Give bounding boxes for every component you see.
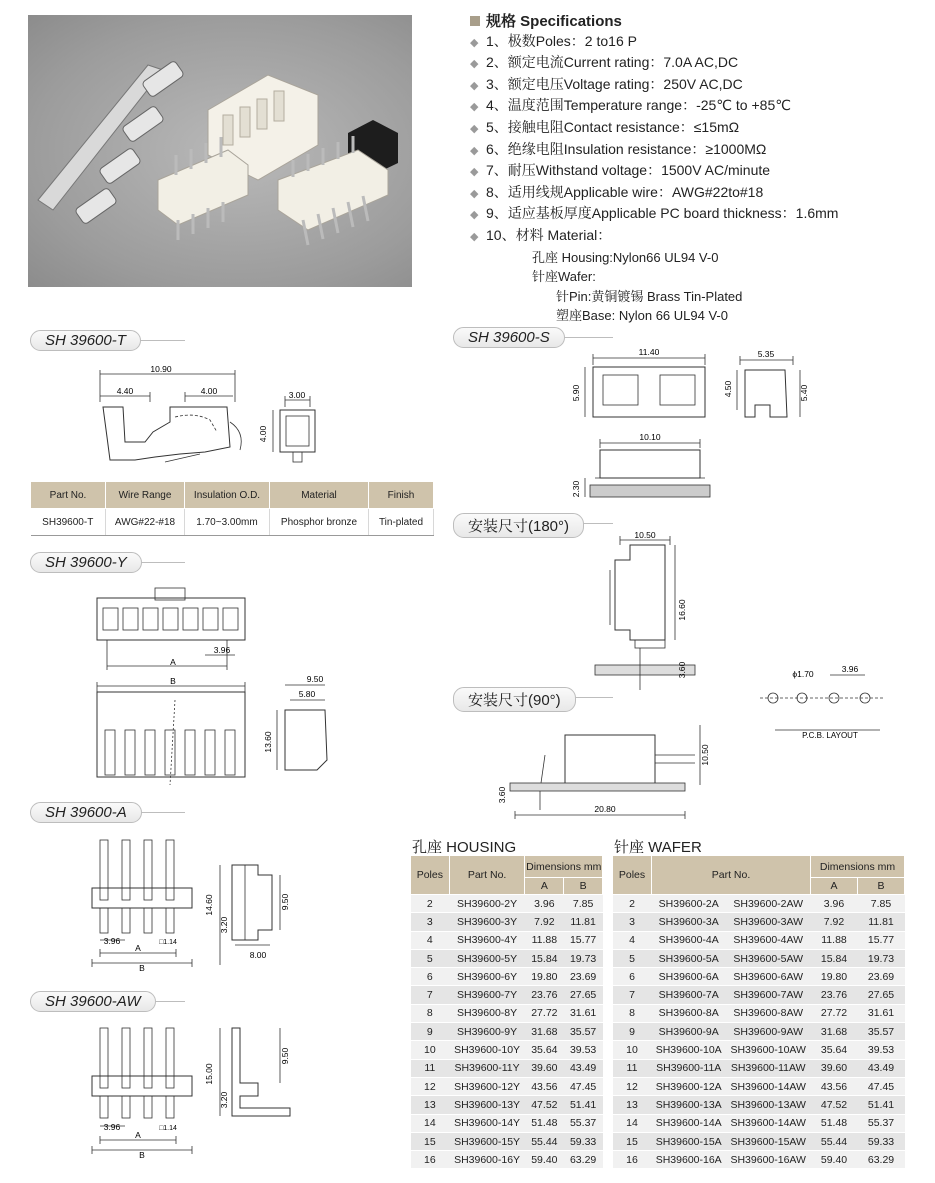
section-tag-s: SH 39600-S: [453, 327, 565, 348]
table-cell: SH39600-14AW: [726, 1077, 811, 1095]
table-row: [411, 895, 603, 913]
table-cell: SH39600-8Y: [449, 1004, 525, 1022]
table-cell: 7: [613, 986, 652, 1004]
dim-text: 4.50: [723, 380, 733, 398]
product-photo: [28, 15, 412, 287]
table-cell: 35.57: [564, 1023, 603, 1041]
table-cell: 35.64: [811, 1041, 858, 1059]
table-header: Part No.: [31, 482, 106, 509]
table-row: SH39600-T AWG#22-#18 1.70~3.00mm Phosphor bronze Tin-plated: [31, 509, 434, 536]
dim-text: 10.50: [700, 744, 710, 766]
table-cell: SH39600-5Y: [449, 949, 525, 967]
spec-line: ◆ 6、绝缘电阻Insulation resistance：≥1000MΩ: [470, 140, 910, 162]
dim-text: 13.60: [263, 731, 273, 753]
table-cell: 11.81: [858, 913, 905, 931]
table-cell: SH39600-9Y: [449, 1023, 525, 1041]
table-row: [613, 1059, 905, 1077]
table-cell: SH39600-13AW: [726, 1096, 811, 1114]
drawing-s: [565, 345, 825, 505]
square-bullet-icon: [470, 16, 480, 26]
dim-text: 3.20: [219, 916, 229, 934]
table-cell: 31.61: [564, 1004, 603, 1022]
dim-text: 5.35: [757, 349, 775, 359]
table-cell: 7.85: [858, 895, 905, 913]
housing-title: 孔座 HOUSING: [412, 839, 517, 856]
dim-text: 14.60: [204, 894, 214, 916]
table-cell: 15.84: [525, 949, 564, 967]
drawing-t: [95, 362, 335, 472]
table-cell: 10: [411, 1041, 450, 1059]
dim-text: 9.50: [306, 674, 324, 684]
table-cell: 7: [411, 986, 450, 1004]
drawing-pcb-layout: [755, 660, 895, 745]
table-cell: 5: [411, 949, 450, 967]
diamond-bullet-icon: ◆: [470, 58, 479, 71]
table-cell: 35.64: [525, 1041, 564, 1059]
table-row: [411, 986, 603, 1004]
specifications: [470, 12, 910, 326]
table-cell: 59.40: [525, 1151, 564, 1169]
drawing-y: [85, 580, 375, 790]
table-cell: SH39600-8AW: [726, 1004, 811, 1022]
table-cell: 23.69: [564, 968, 603, 986]
table-cell: SH39600-15A: [652, 1132, 726, 1150]
table-cell: SH39600-16Y: [449, 1151, 525, 1169]
table-cell: 63.29: [858, 1151, 905, 1169]
table-cell: 7.92: [525, 913, 564, 931]
dim-text: 10.10: [639, 432, 661, 442]
table-row: [613, 949, 905, 967]
table-cell: SH39600-3A: [652, 913, 726, 931]
table-row: [613, 1004, 905, 1022]
table-cell: 6: [411, 968, 450, 986]
table-cell: SH39600-5A: [652, 949, 726, 967]
terminal-table: [30, 481, 434, 536]
table-cell: 5: [613, 949, 652, 967]
dim-text: 11.40: [638, 347, 660, 357]
table-cell: SH39600-13A: [652, 1096, 726, 1114]
table-cell: SH39600-4Y: [449, 931, 525, 949]
table-cell: 8: [613, 1004, 652, 1022]
table-cell: 13: [411, 1096, 450, 1114]
table-cell: 19.73: [564, 949, 603, 967]
table-cell: 11: [411, 1059, 450, 1077]
table-cell: SH39600-4AW: [726, 931, 811, 949]
table-row: [411, 931, 603, 949]
dim-text: 9.50: [280, 893, 290, 911]
table-row: [613, 1023, 905, 1041]
table-cell: SH39600-9A: [652, 1023, 726, 1041]
wafer-title: 针座 WAFER: [614, 839, 702, 856]
table-cell: 10: [613, 1041, 652, 1059]
drawing-install-90: [495, 715, 715, 825]
table-cell: 55.44: [811, 1132, 858, 1150]
table-cell: 47.52: [811, 1096, 858, 1114]
table-cell: 31.61: [858, 1004, 905, 1022]
table-cell: 27.72: [811, 1004, 858, 1022]
table-cell: SH39600-15Y: [449, 1132, 525, 1150]
table-cell: 39.53: [564, 1041, 603, 1059]
table-cell: 47.52: [525, 1096, 564, 1114]
table-cell: 39.53: [858, 1041, 905, 1059]
table-cell: 43.49: [564, 1059, 603, 1077]
table-cell: 43.49: [858, 1059, 905, 1077]
dim-text: 4.00: [200, 386, 218, 396]
table-row: [613, 968, 905, 986]
table-cell: 23.69: [858, 968, 905, 986]
table-cell: SH39600-9AW: [726, 1023, 811, 1041]
diamond-bullet-icon: ◆: [470, 101, 479, 114]
dim-text: A: [135, 1130, 141, 1140]
table-cell: SH39600-15AW: [726, 1132, 811, 1150]
table-cell: 55.37: [564, 1114, 603, 1132]
table-cell: SH39600-11A: [652, 1059, 726, 1077]
wafer-table: Poles Part No. Dimensions mm A B 2 SH39600-2A SH39600-2AW 3.96 7.85 3 SH39600-3A SH39600-3AW 7.92 11.81 4 SH39600-4A SH39600-4AW 11.88 15.77 5 SH39600-5A SH39600-5AW 15.84 19.73 6 SH39600-6A SH39600-6AW 19.80 23.69 7 SH39600-7A SH39600-7AW 23.76 27.65 8 SH39600-8A SH39600-8AW 27.72 31.61 9 SH39600-9A SH39600-9AW 31.68 35.57 10 SH39600-10A SH39600-10AW 35.64 39.53 11 SH39600-11A SH39600-11AW 39.60 43.49 12 SH39600-12A SH39600-14AW 43.56 47.45 13 SH39600-13A SH39600-13AW 47.52 51.41 14 SH39600-14A SH39600-14AW 51.48 55.37 15 SH39600-15A SH39600-15AW 55.44 59.33 16 SH39600-16A SH39600-16AW 59.40 63.29: [612, 855, 905, 1169]
table-cell: SH39600-16AW: [726, 1151, 811, 1169]
dim-text: 3.60: [497, 786, 507, 804]
table-cell: 15: [613, 1132, 652, 1150]
dim-text: 16.60: [677, 599, 687, 621]
spec-line: ◆ 1、极数Poles：2 to16 P: [470, 32, 910, 54]
table-cell: 51.41: [858, 1096, 905, 1114]
table-cell: 59.40: [811, 1151, 858, 1169]
table-row: [613, 1077, 905, 1095]
section-tag-t: SH 39600-T: [30, 330, 141, 351]
table-row: [411, 1059, 603, 1077]
table-row: [411, 913, 603, 931]
drawing-install-180: [585, 530, 715, 695]
table-cell: 12: [411, 1077, 450, 1095]
table-cell: 12: [613, 1077, 652, 1095]
table-cell: 51.48: [525, 1114, 564, 1132]
dim-text: ϕ1.70: [792, 669, 814, 679]
table-cell: 19.73: [858, 949, 905, 967]
table-cell: 3.96: [525, 895, 564, 913]
table-cell: 55.37: [858, 1114, 905, 1132]
table-header: Insulation O.D.: [185, 482, 270, 509]
table-cell: 3: [411, 913, 450, 931]
table-cell: 11.88: [811, 931, 858, 949]
dim-text: B: [139, 963, 145, 973]
dim-text: A: [135, 943, 141, 953]
section-tag-y: SH 39600-Y: [30, 552, 142, 573]
table-cell: 51.41: [564, 1096, 603, 1114]
dim-text: □1.14: [159, 1125, 177, 1132]
dim-text: 3.60: [677, 661, 687, 679]
dim-text: 10.50: [634, 530, 656, 540]
diamond-bullet-icon: ◆: [470, 36, 479, 49]
table-cell: 16: [411, 1151, 450, 1169]
table-cell: 13: [613, 1096, 652, 1114]
table-row: [613, 986, 905, 1004]
table-header: Finish: [369, 482, 434, 509]
table-header: Wire Range: [106, 482, 185, 509]
table-cell: 47.45: [858, 1077, 905, 1095]
table-row: [411, 949, 603, 967]
table-cell: 31.68: [525, 1023, 564, 1041]
table-cell: SH39600-12A: [652, 1077, 726, 1095]
table-cell: 15.77: [564, 931, 603, 949]
table-cell: 35.57: [858, 1023, 905, 1041]
table-cell: SH39600-6A: [652, 968, 726, 986]
dim-text: 3.96: [841, 664, 859, 674]
table-cell: 43.56: [525, 1077, 564, 1095]
table-cell: 15: [411, 1132, 450, 1150]
table-cell: 31.68: [811, 1023, 858, 1041]
dim-text: 3.96: [103, 1122, 121, 1132]
table-cell: SH39600-2Y: [449, 895, 525, 913]
material-pin: 针Pin:黄铜镀锡 Brass Tin-Plated: [556, 288, 743, 304]
table-cell: 39.60: [525, 1059, 564, 1077]
table-cell: 14: [411, 1114, 450, 1132]
dim-text: 10.90: [150, 364, 172, 374]
section-tag-install-90: 安装尺寸(90°): [453, 687, 576, 712]
spec-line: ◆ 9、适应基板厚度Applicable PC board thickness：1.6mm: [470, 204, 910, 226]
table-row: [411, 968, 603, 986]
table-row: [411, 1151, 603, 1169]
table-cell: 27.65: [858, 986, 905, 1004]
table-cell: 8: [411, 1004, 450, 1022]
dim-text: 3.96: [213, 645, 231, 655]
dim-text: 15.00: [204, 1063, 214, 1085]
spec-line: ◆ 8、适用线规Applicable wire：AWG#22to#18: [470, 183, 910, 205]
spec-line: ◆ 2、额定电流Current rating：7.0A AC,DC: [470, 53, 910, 75]
table-cell: 3.96: [811, 895, 858, 913]
table-cell: SH39600-6AW: [726, 968, 811, 986]
spec-line: ◆ 4、温度范围Temperature range：-25℃ to +85℃: [470, 96, 910, 118]
table-cell: SH39600-14AW: [726, 1114, 811, 1132]
table-cell: 63.29: [564, 1151, 603, 1169]
table-cell: SH39600-14A: [652, 1114, 726, 1132]
table-cell: SH39600-11Y: [449, 1059, 525, 1077]
table-cell: 59.33: [858, 1132, 905, 1150]
material-base: 塑座Base: Nylon 66 UL94 V-0: [556, 308, 728, 324]
diamond-bullet-icon: ◆: [470, 209, 479, 222]
diamond-bullet-icon: ◆: [470, 79, 479, 92]
table-cell: SH39600-3AW: [726, 913, 811, 931]
table-cell: SH39600-6Y: [449, 968, 525, 986]
table-cell: 27.65: [564, 986, 603, 1004]
dim-text: 5.90: [571, 384, 581, 402]
table-cell: 4: [411, 931, 450, 949]
table-row: [411, 1041, 603, 1059]
table-row: [613, 1096, 905, 1114]
section-tag-aw: SH 39600-AW: [30, 991, 156, 1012]
table-cell: 19.80: [811, 968, 858, 986]
table-row: [613, 913, 905, 931]
table-cell: 27.72: [525, 1004, 564, 1022]
table-cell: 39.60: [811, 1059, 858, 1077]
table-cell: 11.88: [525, 931, 564, 949]
table-cell: SH39600-4A: [652, 931, 726, 949]
table-cell: SH39600-10AW: [726, 1041, 811, 1059]
table-cell: 7.92: [811, 913, 858, 931]
table-cell: SH39600-2A: [652, 895, 726, 913]
spec-line: ◆ 10、材料 Material：: [470, 226, 910, 248]
table-row: [613, 931, 905, 949]
table-row: [411, 1096, 603, 1114]
table-cell: SH39600-7Y: [449, 986, 525, 1004]
table-cell: SH39600-5AW: [726, 949, 811, 967]
material-housing: 孔座 Housing:Nylon66 UL94 V-0: [532, 249, 719, 265]
table-row: [411, 1004, 603, 1022]
diamond-bullet-icon: ◆: [470, 122, 479, 135]
table-cell: SH39600-7A: [652, 986, 726, 1004]
table-cell: 9: [613, 1023, 652, 1041]
table-cell: SH39600-14Y: [449, 1114, 525, 1132]
diamond-bullet-icon: ◆: [470, 187, 479, 200]
dim-text: 3.00: [288, 390, 306, 400]
table-cell: 15.77: [858, 931, 905, 949]
material-wafer: 针座Wafer:: [532, 269, 596, 285]
dim-text: 9.50: [280, 1047, 290, 1065]
dim-text: 4.00: [258, 425, 268, 443]
table-cell: 43.56: [811, 1077, 858, 1095]
table-cell: SH39600-12Y: [449, 1077, 525, 1095]
table-cell: 59.33: [564, 1132, 603, 1150]
table-cell: 4: [613, 931, 652, 949]
table-cell: 2: [613, 895, 652, 913]
table-cell: SH39600-13Y: [449, 1096, 525, 1114]
table-cell: SH39600-8A: [652, 1004, 726, 1022]
table-cell: 23.76: [525, 986, 564, 1004]
table-row: [411, 1132, 603, 1150]
table-cell: 7.85: [564, 895, 603, 913]
table-cell: SH39600-7AW: [726, 986, 811, 1004]
diamond-bullet-icon: ◆: [470, 166, 479, 179]
table-row: [411, 1023, 603, 1041]
diamond-bullet-icon: ◆: [470, 230, 479, 243]
table-cell: 19.80: [525, 968, 564, 986]
table-cell: 3: [613, 913, 652, 931]
dim-text: 3.96: [103, 936, 121, 946]
table-cell: 23.76: [811, 986, 858, 1004]
dim-text: 2.30: [571, 480, 581, 498]
housing-table: Poles Part No. Dimensions mm A B 2 SH39600-2Y 3.96 7.85 3 SH39600-3Y 7.92 11.81 4 SH39600-4Y 11.88 15.77 5 SH39600-5Y 15.84 19.73 6 SH39600-6Y 19.80 23.69 7 SH39600-7Y 23.76 27.65 8 SH39600-8Y 27.72 31.61 9 SH39600-9Y 31.68 35.57 10 SH39600-10Y 35.64 39.53 11 SH39600-11Y 39.60 43.49 12 SH39600-12Y 43.56 47.45 13 SH39600-13Y 47.52 51.41 14 SH39600-14Y 51.48 55.37 15 SH39600-15Y 55.44 59.33 16 SH39600-16Y 59.40 63.29: [410, 855, 603, 1169]
table-cell: 15.84: [811, 949, 858, 967]
table-cell: SH39600-2AW: [726, 895, 811, 913]
table-cell: 6: [613, 968, 652, 986]
dim-text: 3.20: [219, 1091, 229, 1109]
section-tag-install-180: 安装尺寸(180°): [453, 513, 584, 538]
table-row: [613, 1132, 905, 1150]
drawing-aw: [80, 1018, 360, 1163]
dim-text: 8.00: [249, 950, 267, 960]
table-cell: SH39600-10Y: [449, 1041, 525, 1059]
product-photo-drawing: [28, 15, 412, 287]
dim-text: 5.40: [799, 384, 809, 402]
dim-text: B: [139, 1150, 145, 1160]
dim-text: 5.80: [298, 689, 316, 699]
table-row: [613, 895, 905, 913]
table-row: [613, 1114, 905, 1132]
dim-text: 4.40: [116, 386, 134, 396]
dim-text: A: [170, 657, 176, 667]
table-cell: 16: [613, 1151, 652, 1169]
table-cell: SH39600-11AW: [726, 1059, 811, 1077]
table-row: [411, 1114, 603, 1132]
diamond-bullet-icon: ◆: [470, 144, 479, 157]
table-header: Material: [270, 482, 369, 509]
spec-line: ◆ 5、接触电阻Contact resistance：≤15mΩ: [470, 118, 910, 140]
table-cell: 11.81: [564, 913, 603, 931]
table-cell: 55.44: [525, 1132, 564, 1150]
dim-text: □1.14: [159, 939, 177, 946]
table-row: [613, 1041, 905, 1059]
table-cell: 47.45: [564, 1077, 603, 1095]
pcb-layout-label: P.C.B. LAYOUT: [802, 731, 858, 740]
table-cell: 2: [411, 895, 450, 913]
table-row: [613, 1151, 905, 1169]
table-cell: 9: [411, 1023, 450, 1041]
table-row: [411, 1077, 603, 1095]
spec-line: ◆ 7、耐压Withstand voltage：1500V AC/minute: [470, 161, 910, 183]
table-cell: SH39600-10A: [652, 1041, 726, 1059]
specs-title: 规格 Specifications: [470, 12, 910, 32]
table-cell: 51.48: [811, 1114, 858, 1132]
table-cell: 11: [613, 1059, 652, 1077]
dim-text: 20.80: [594, 804, 616, 814]
table-cell: 14: [613, 1114, 652, 1132]
spec-line: ◆ 3、额定电压Voltage rating：250V AC,DC: [470, 75, 910, 97]
section-tag-a: SH 39600-A: [30, 802, 142, 823]
dim-text: B: [170, 676, 176, 686]
table-cell: SH39600-3Y: [449, 913, 525, 931]
drawing-a: [80, 830, 360, 975]
table-cell: SH39600-16A: [652, 1151, 726, 1169]
